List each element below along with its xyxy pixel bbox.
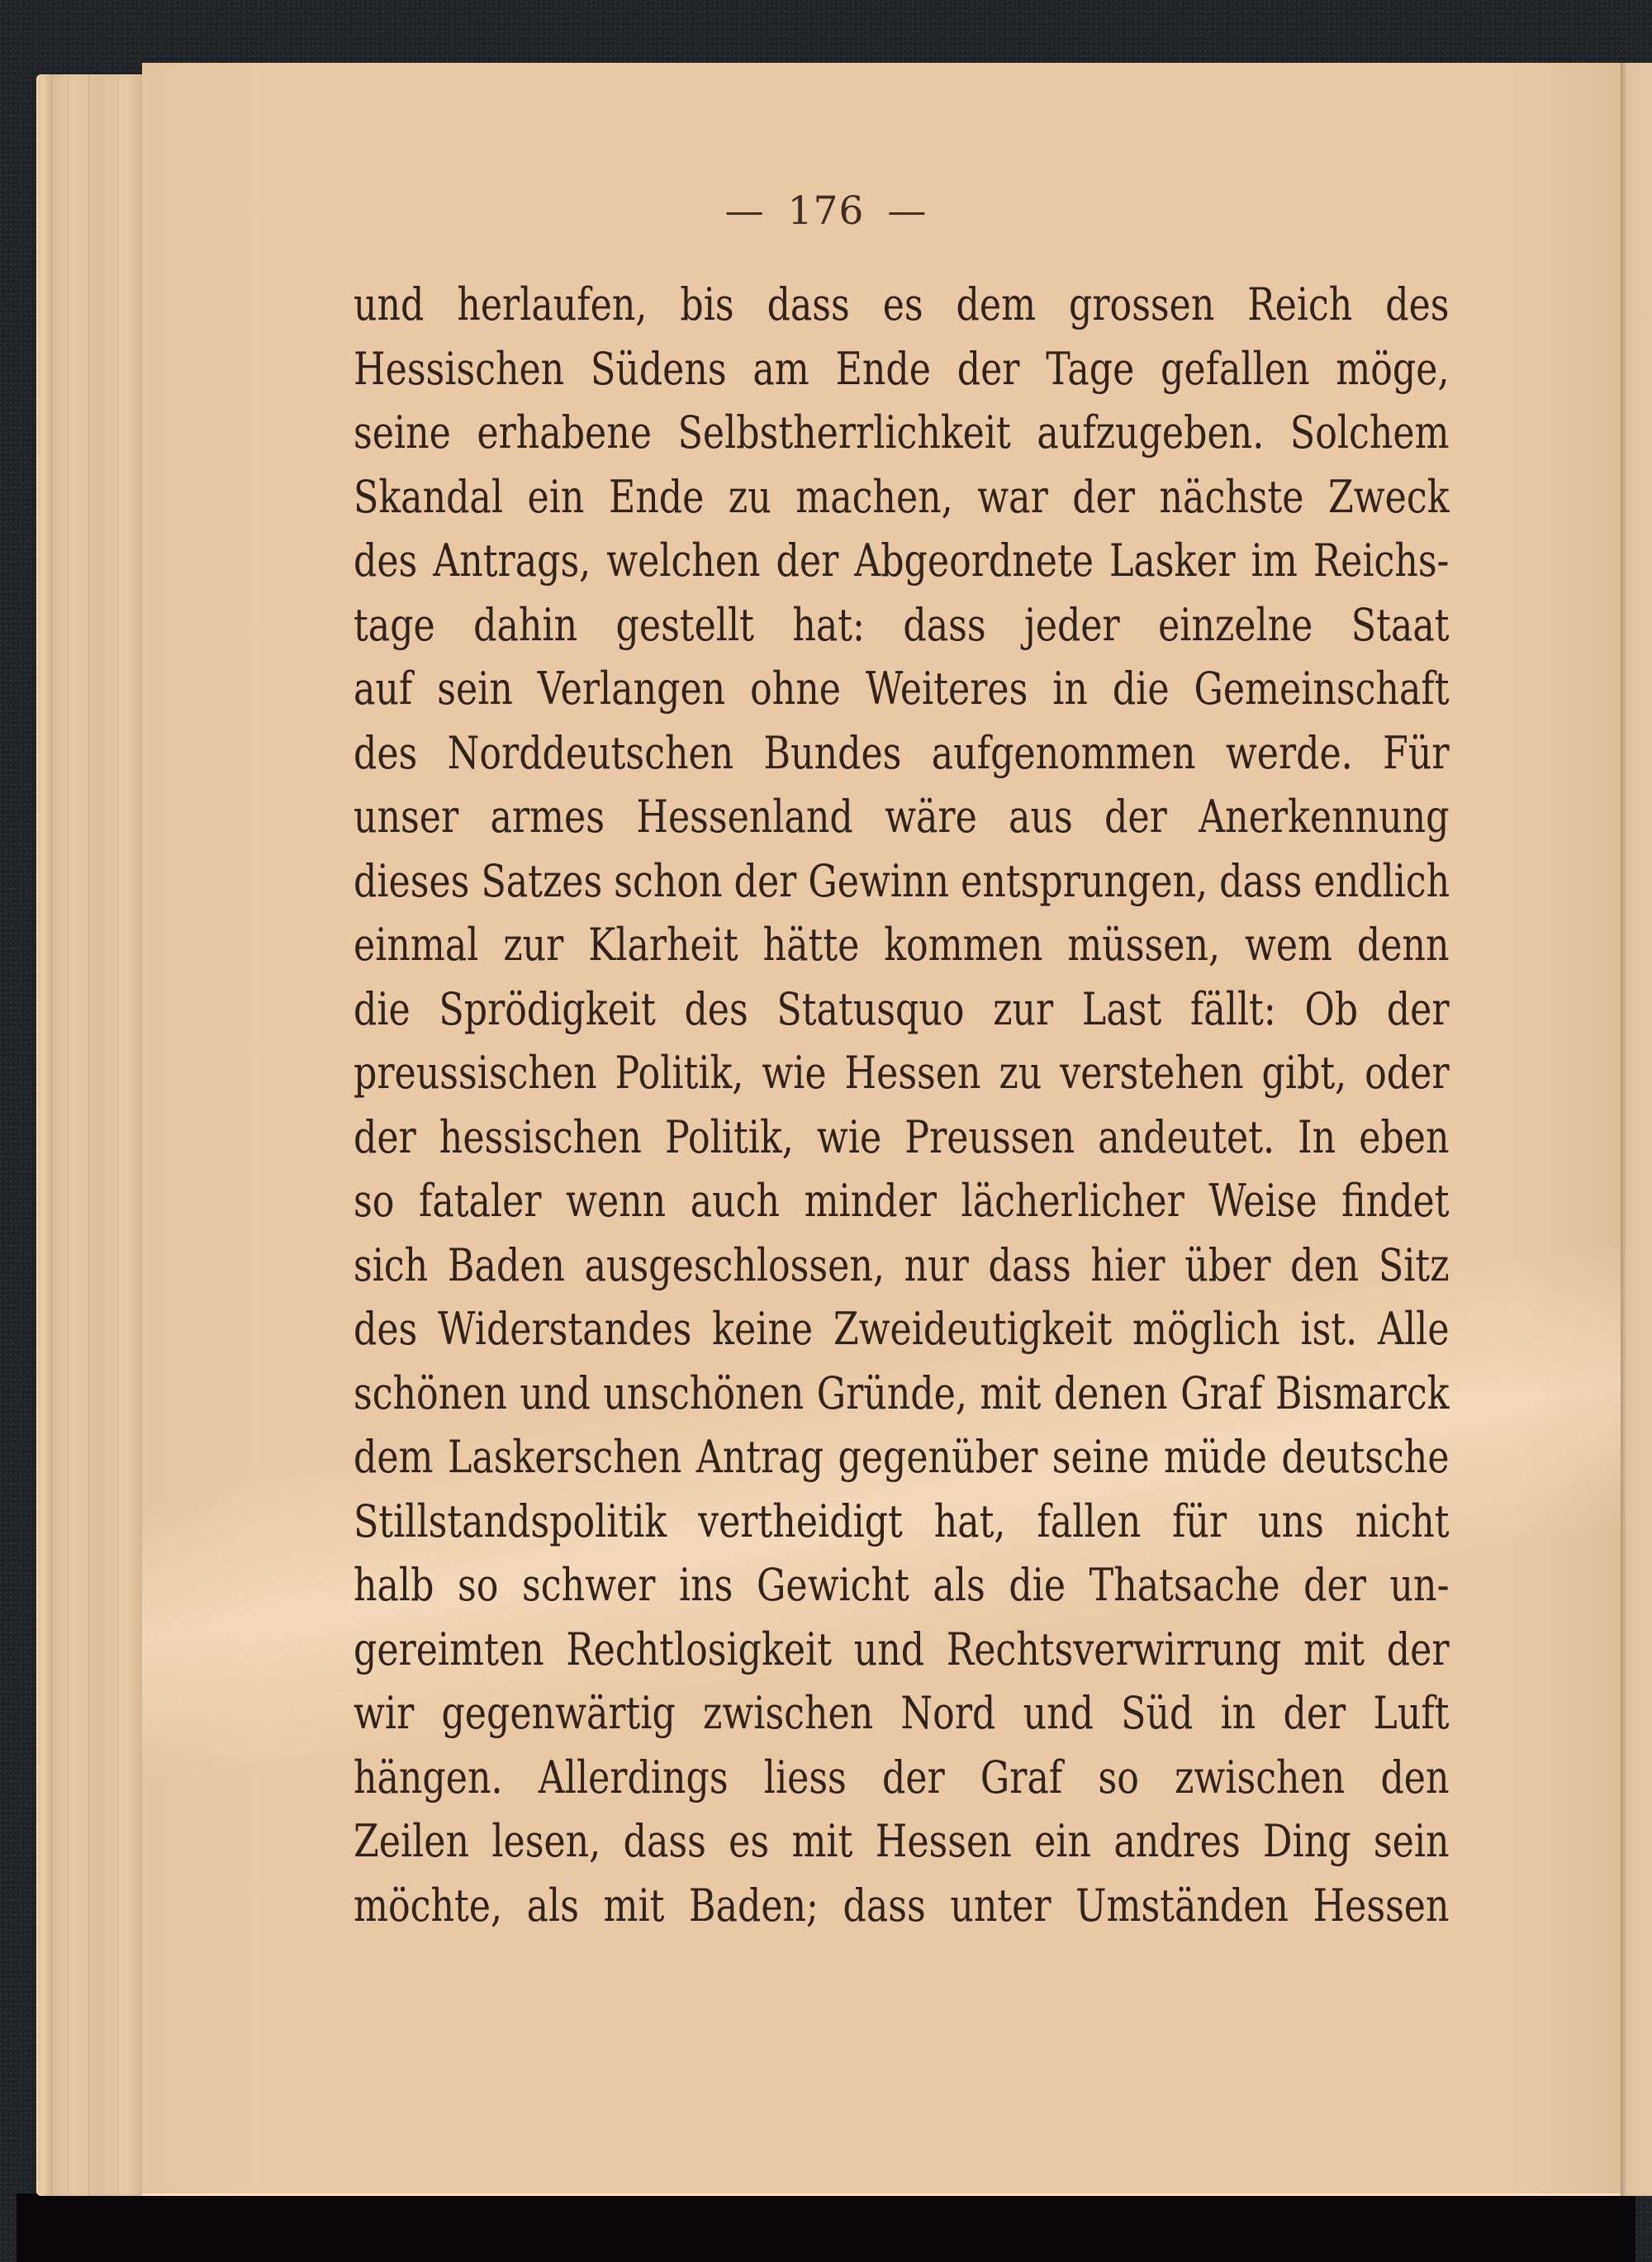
text-line: des Norddeutschen Bundes aufgenommen werde. Für bbox=[354, 726, 1450, 779]
text-line: Hessischen Südens am Ende der Tage gefallen möge, bbox=[354, 342, 1450, 395]
text-line: halb so schwer ins Gewicht als die Thatsache der un- bbox=[354, 1559, 1450, 1611]
text-line: die Sprödigkeit des Statusquo zur Last fällt: Ob der bbox=[354, 982, 1450, 1035]
page-number-dash-left: — bbox=[724, 188, 765, 234]
text-line: des Widerstandes keine Zweideutigkeit möglich ist. Alle bbox=[354, 1303, 1450, 1355]
text-line: des Antrags, welchen der Abgeordnete Lasker im Reichs- bbox=[354, 535, 1450, 587]
page-number-dash-right: — bbox=[887, 188, 928, 234]
body-text bbox=[354, 273, 1449, 1937]
text-line: Skandal ein Ende zu machen, war der nächste Zweck bbox=[354, 470, 1450, 523]
book-gutter-edge bbox=[1621, 63, 1652, 2196]
text-line: möchte, als mit Baden; dass unter Umständen Hessen bbox=[354, 1879, 1450, 1932]
text-line: auf sein Verlangen ohne Weiteres in die Gemeinschaft bbox=[354, 663, 1450, 715]
book-page-stack-edge bbox=[36, 74, 144, 2196]
scan-background-shadow bbox=[17, 2193, 1635, 2262]
page-number: 176 bbox=[787, 188, 865, 234]
text-line: dieses Satzes schon der Gewinn entsprungen, dass endlich bbox=[354, 854, 1450, 907]
text-line: tage dahin gestellt hat: dass jeder einzelne Staat bbox=[354, 598, 1450, 651]
text-line: der hessischen Politik, wie Preussen andeutet. In eben bbox=[354, 1110, 1450, 1163]
text-line: gereimten Rechtlosigkeit und Rechtsverwirrung mit der bbox=[354, 1623, 1450, 1675]
text-line: seine erhabene Selbstherrlichkeit aufzugeben. Solchem bbox=[354, 406, 1450, 459]
text-line: einmal zur Klarheit hätte kommen müssen, wem denn bbox=[354, 919, 1450, 971]
text-line: dem Laskerschen Antrag gegenüber seine müde deutsche bbox=[354, 1431, 1450, 1483]
page-number-header bbox=[0, 188, 1652, 234]
text-line: und herlaufen, bis dass es dem grossen Reich des bbox=[354, 278, 1450, 330]
text-line: Stillstandspolitik vertheidigt hat, fallen für uns nicht bbox=[354, 1495, 1450, 1547]
text-line: Zeilen lesen, dass es mit Hessen ein andres Ding sein bbox=[354, 1815, 1450, 1867]
text-line: preussischen Politik, wie Hessen zu verstehen gibt, oder bbox=[354, 1047, 1450, 1099]
text-line: unser armes Hessenland wäre aus der Anerkennung bbox=[354, 791, 1450, 843]
text-line: hängen. Allerdings liess der Graf so zwischen den bbox=[354, 1751, 1450, 1803]
text-line: so fataler wenn auch minder lächerlicher Weise findet bbox=[354, 1175, 1450, 1227]
text-line: sich Baden ausgeschlossen, nur dass hier über den Sitz bbox=[354, 1238, 1450, 1291]
text-line: wir gegenwärtig zwischen Nord und Süd in der Luft bbox=[354, 1687, 1450, 1739]
text-line: schönen und unschönen Gründe, mit denen Graf Bismarck bbox=[354, 1366, 1450, 1419]
